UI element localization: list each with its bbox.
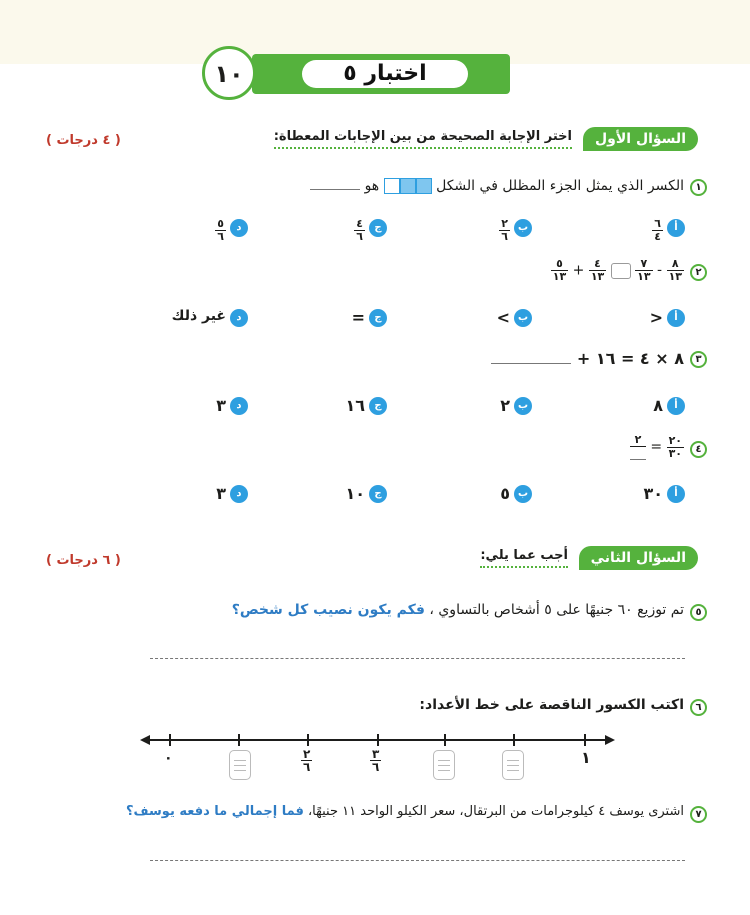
q1-option-b[interactable]: ب $\frac{٢}{٦}$ [487, 218, 532, 238]
q4-expression: $\frac{٢٠}{٣٠}$ = ٢ [630, 434, 684, 460]
nl-label-3-6: $\frac{٣}{٦}$ [372, 747, 380, 774]
q1-text: الكسر الذي يمثل الجزء المظلل في الشكل هو [310, 178, 684, 194]
section1-tag [273, 127, 698, 153]
section1-label: السؤال الأول [583, 127, 698, 151]
q3-option-b[interactable]: ب ٢ [497, 396, 532, 416]
test-header [202, 46, 510, 102]
q2-expression: $\frac{٨}{١٣}$ - $\frac{٧}{١٣}$ $\frac{٤}{١٣}$ + $\frac{٥}{١٣}$ [552, 257, 682, 283]
q7-number: ٧ [690, 806, 707, 823]
q1-option-a[interactable]: أ $\frac{٦}{٤}$ [630, 218, 685, 238]
q5-text: تم توزيع ٦٠ جنيهًا على ٥ أشخاص بالتساوي ، فكم يكون نصيب كل شخص؟ [231, 602, 684, 618]
q4-option-c[interactable]: ج ١٠ [342, 484, 387, 504]
q2-option-d[interactable]: د غير ذلك [170, 308, 248, 328]
page-number: ١٠ [214, 60, 244, 88]
q2-option-a[interactable]: أ < [640, 308, 685, 328]
answer-box[interactable] [611, 263, 631, 279]
q1-option-c[interactable]: ج $\frac{٤}{٦}$ [342, 218, 387, 238]
q3-option-d[interactable]: د ٣ [205, 396, 248, 416]
nl-label-zero: ٠ [164, 750, 173, 766]
nl-blank-2[interactable] [433, 750, 455, 780]
q3-option-c[interactable]: ج ١٦ [342, 396, 387, 416]
q3-expression: ٨ × ٤ = ١٦ + [491, 349, 684, 368]
q2-option-b[interactable]: ب > [497, 308, 532, 328]
nl-label-2-6: $\frac{٢}{٦}$ [303, 747, 311, 774]
q7-answer-line[interactable] [150, 860, 685, 861]
q4-option-d[interactable]: د ٣ [205, 484, 248, 504]
q4-number: ٤ [690, 441, 707, 458]
q1-option-d[interactable]: د $\frac{٥}{٦}$ [203, 218, 248, 238]
section2-instruction: أجب عما يلي: [480, 548, 568, 563]
q4-option-a[interactable]: أ ٣٠ [635, 484, 685, 504]
q6-text: اكتب الكسور الناقصة على خط الأعداد: [419, 697, 684, 713]
section2-tag [480, 546, 698, 572]
q3-option-a[interactable]: أ ٨ [645, 396, 685, 416]
q5-number: ٥ [690, 604, 707, 621]
nl-blank-1[interactable] [229, 750, 251, 780]
section1-marks: ( ٤ درجات ) [46, 133, 121, 148]
q3-number: ٣ [690, 351, 707, 368]
nl-blank-3[interactable] [502, 750, 524, 780]
test-title: اختبار ٥ [302, 60, 468, 88]
shaded-shape [384, 178, 432, 194]
q2-number: ٢ [690, 264, 707, 281]
page-number-circle [202, 46, 256, 100]
q5-answer-line[interactable] [150, 658, 685, 659]
q6-number: ٦ [690, 699, 707, 716]
nl-label-one: ١ [581, 748, 591, 767]
section2-marks: ( ٦ درجات ) [46, 553, 121, 568]
q4-option-b[interactable]: ب ٥ [497, 484, 532, 504]
section1-instruction: اختر الإجابة الصحيحة من بين الإجابات المعطاة: [274, 129, 572, 144]
q1-number: ١ [690, 179, 707, 196]
q2-option-c[interactable]: ج = [350, 308, 387, 328]
q7-text: اشترى يوسف ٤ كيلوجرامات من البرتقال، سعر الكيلو الواحد ١١ جنيهًا، فما إجمالي ما دفعه يوسف؟ [125, 804, 684, 819]
section2-label: السؤال الثاني [579, 546, 698, 570]
